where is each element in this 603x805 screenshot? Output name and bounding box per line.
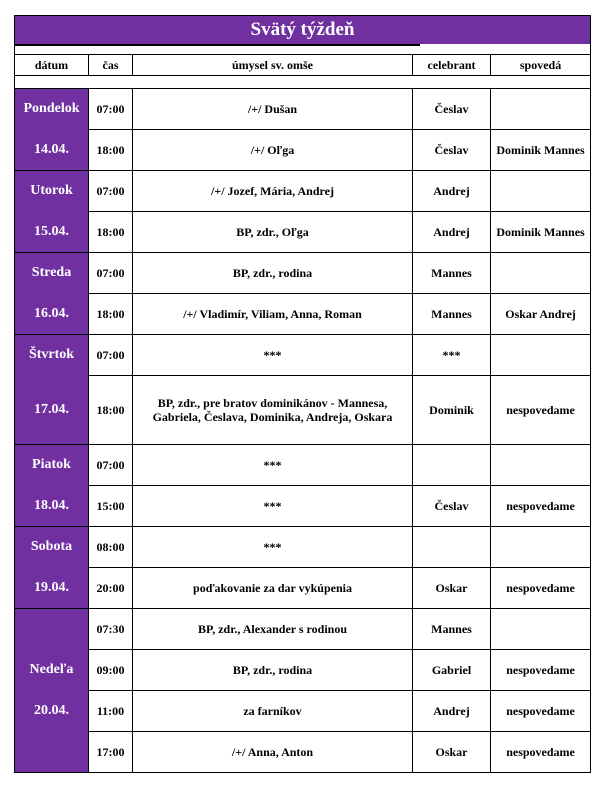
intention-cell: /+/ Jozef, Mária, Andrej [133,171,413,212]
confession-cell: Oskar Andrej [491,294,591,335]
day-cell: Pondelok [15,89,89,130]
celebrant-cell: Česlav [413,130,491,171]
table-row [15,130,591,171]
day-cell: 15.04. [15,212,89,253]
day-cell: 14.04. [15,130,89,171]
time-cell: 07:00 [89,89,133,130]
day-cell: 19.04. [15,568,89,609]
intention-cell: /+/ Oľga [133,130,413,171]
table-row [15,609,591,650]
time-cell: 08:00 [89,527,133,568]
confession-cell [491,335,591,376]
time-cell: 11:00 [89,691,133,732]
time-cell: 15:00 [89,486,133,527]
confession-cell [491,445,591,486]
header-celebrant: celebrant [413,55,491,76]
table-row [15,253,591,294]
intention-cell: BP, zdr., Oľga [133,212,413,253]
confession-cell: nespovedame [491,732,591,773]
day-cell [15,732,89,773]
celebrant-cell: Mannes [413,294,491,335]
intention-cell: *** [133,335,413,376]
table-row [15,376,591,445]
day-cell: Štvrtok [15,335,89,376]
day-cell: Nedeľa [15,650,89,691]
time-cell: 09:00 [89,650,133,691]
confession-cell: nespovedame [491,691,591,732]
time-cell: 07:30 [89,609,133,650]
confession-cell [491,89,591,130]
celebrant-cell: Gabriel [413,650,491,691]
confession-cell: nespovedame [491,650,591,691]
table-row [15,171,591,212]
celebrant-cell: Andrej [413,691,491,732]
celebrant-cell: Oskar [413,732,491,773]
celebrant-cell: Dominik [413,376,491,445]
celebrant-cell: *** [413,335,491,376]
celebrant-cell: Česlav [413,486,491,527]
intention-cell: poďakovanie za dar vykúpenia [133,568,413,609]
intention-cell: BP, zdr., rodina [133,253,413,294]
time-cell: 07:00 [89,253,133,294]
time-cell: 20:00 [89,568,133,609]
time-cell: 07:00 [89,445,133,486]
table-row [15,527,591,568]
confession-cell: nespovedame [491,486,591,527]
spacer-row [15,76,591,89]
celebrant-cell: Andrej [413,171,491,212]
schedule-title: Svätý týždeň [15,16,591,45]
celebrant-cell [413,445,491,486]
intention-cell: *** [133,486,413,527]
celebrant-cell: Mannes [413,253,491,294]
table-row [15,212,591,253]
time-cell: 07:00 [89,171,133,212]
confession-cell [491,527,591,568]
confession-cell: Dominik Mannes [491,130,591,171]
table-row [15,650,591,691]
intention-cell: *** [133,527,413,568]
day-cell: Sobota [15,527,89,568]
day-cell: 17.04. [15,376,89,445]
confession-cell [491,253,591,294]
intention-cell: BP, zdr., rodina [133,650,413,691]
time-cell: 18:00 [89,212,133,253]
confession-cell: nespovedame [491,376,591,445]
intention-cell: BP, zdr., pre bratov dominikánov - Mannesa, Gabriela, Česlava, Dominika, Andreja, Oskara [133,376,413,445]
confession-cell [491,171,591,212]
time-cell: 17:00 [89,732,133,773]
intention-cell: *** [133,445,413,486]
schedule-sheet [14,15,590,773]
header-date: dátum [15,55,89,76]
day-cell [15,609,89,650]
intention-cell: BP, zdr., Alexander s rodinou [133,609,413,650]
celebrant-cell: Česlav [413,89,491,130]
table-row [15,294,591,335]
celebrant-cell: Oskar [413,568,491,609]
table-row [15,732,591,773]
day-cell: 16.04. [15,294,89,335]
day-cell: Utorok [15,171,89,212]
table-row [15,486,591,527]
day-cell: Streda [15,253,89,294]
header-row [15,55,591,76]
time-cell: 18:00 [89,294,133,335]
intention-cell: /+/ Vladimír, Viliam, Anna, Roman [133,294,413,335]
confession-cell: Dominik Mannes [491,212,591,253]
table-row [15,568,591,609]
celebrant-cell: Andrej [413,212,491,253]
confession-cell: nespovedame [491,568,591,609]
time-cell: 07:00 [89,335,133,376]
celebrant-cell: Mannes [413,609,491,650]
day-cell: 18.04. [15,486,89,527]
table-row [15,335,591,376]
header-time: čas [89,55,133,76]
celebrant-cell [413,527,491,568]
confession-cell [491,609,591,650]
intention-cell: /+/ Anna, Anton [133,732,413,773]
time-cell: 18:00 [89,376,133,445]
day-cell: 20.04. [15,691,89,732]
mass-schedule-table [14,15,591,773]
table-row [15,445,591,486]
table-row [15,691,591,732]
header-intention: úmysel sv. omše [133,55,413,76]
time-cell: 18:00 [89,130,133,171]
header-confession: spovedá [491,55,591,76]
table-row [15,89,591,130]
intention-cell: za farníkov [133,691,413,732]
intention-cell: /+/ Dušan [133,89,413,130]
title-underline [14,44,420,46]
day-cell: Piatok [15,445,89,486]
